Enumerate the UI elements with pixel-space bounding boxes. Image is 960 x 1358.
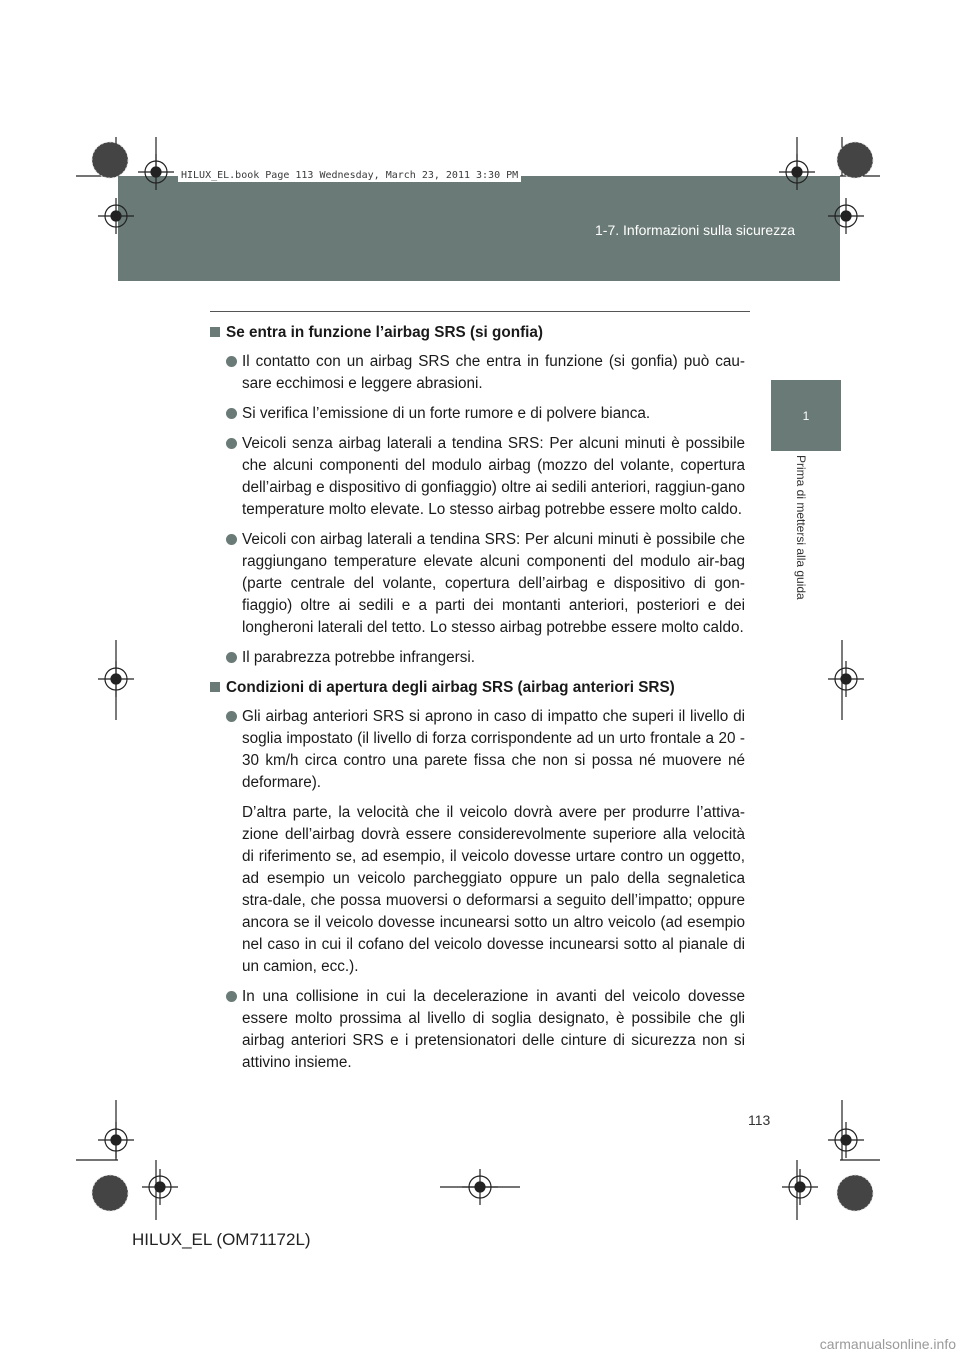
paragraph: D’altra parte, la velocità che il veicolo dovrà avere per produrre l’attiva-zione dell’airbag dovrà essere considerevolmente superiore alla velocità di riferimento se, ad esempio, il veicolo dovesse urtare contro un oggetto, ad esempio un veicolo parcheggiato oppure un palo della segnaletica stra-dale, che possa muoversi o deformarsi a seguito dell’impatto; oppure ancora se il veicolo dovesse incunearsi sotto un altro veicolo (ad esempio nel caso in cui il cofano del veicolo dovesse incunearsi sotto al pianale di un camion, ecc.). — [242, 804, 745, 975]
registration-starburst-icon — [92, 142, 128, 178]
list-item: Il contatto con un airbag SRS che entra in funzione (si gonfia) può cau-sare ecchimosi e leggere abrasioni. — [210, 351, 745, 395]
chapter-tab-label: Prima di mettersi alla guida — [794, 455, 808, 600]
list-item: In una collisione in cui la decelerazione in avanti del veicolo dovesse essere molto prossima al livello di soglia designato, è possibile che gli airbag anteriori SRS e i pretensionatori delle cinture di sicurezza non si attivino insieme. — [210, 986, 745, 1074]
list-item: Si verifica l’emissione di un forte rumore e di polvere bianca. — [210, 403, 745, 425]
registration-starburst-icon — [837, 1175, 873, 1211]
list-item: Veicoli senza airbag laterali a tendina SRS: Per alcuni minuti è possibile che alcuni componenti del modulo airbag (mozzo del volante, copertura dell’airbag e dispositivo di gonfiaggio) oltre ai sedili anteriori, raggiun-gano temperature molto elevate. Lo stesso airbag potrebbe essere molto caldo. — [210, 433, 745, 521]
section-title: 1-7. Informazioni sulla sicurezza — [595, 222, 795, 238]
footer-code: HILUX_EL (OM71172L) — [132, 1230, 311, 1249]
crosshair-icon — [779, 154, 815, 190]
crosshair-icon — [828, 198, 864, 234]
watermark-link[interactable]: carmanualsonline.info — [819, 1336, 956, 1352]
crosshair-icon — [782, 1169, 818, 1205]
crosshair-icon — [98, 198, 134, 234]
crosshair-icon — [98, 661, 134, 697]
crosshair-icon — [828, 661, 864, 697]
page-number: 113 — [748, 1112, 771, 1128]
print-stamp: HILUX_EL.book Page 113 Wednesday, March 23, 2011 3:30 PM — [178, 169, 521, 182]
list-item: Il parabrezza potrebbe infrangersi. — [210, 647, 745, 669]
section-heading: Condizioni di apertura degli airbag SRS (airbag anteriori SRS) — [210, 677, 745, 699]
section-heading: Se entra in funzione l’airbag SRS (si gonfia) — [210, 322, 745, 344]
registration-starburst-icon — [837, 142, 873, 178]
crosshair-icon — [138, 154, 174, 190]
crosshair-icon — [462, 1169, 498, 1205]
list-item: Veicoli con airbag laterali a tendina SRS: Per alcuni minuti è possibile che raggiungano temperature elevate alcuni componenti del modulo air-bag (parte centrale del volante, copertura dell’airbag e dispositivo di gon-fiaggio) oltre ai sedili e a parti dei montanti anteriori, posteriori e dei longheroni laterali del tetto. Lo stesso airbag potrebbe essere molto caldo. — [210, 529, 745, 639]
crosshair-icon — [828, 1122, 864, 1158]
chapter-tab-number: 1 — [771, 380, 841, 451]
list-item: Gli airbag anteriori SRS si aprono in caso di impatto che superi il livello di soglia impostato (il livello di forza corrispondente ad un urto frontale a 20 - 30 km/h circa contro una parete fissa che non si possa né muovere né deformare). — [210, 706, 745, 794]
crosshair-icon — [98, 1122, 134, 1158]
crosshair-icon — [142, 1169, 178, 1205]
registration-starburst-icon — [92, 1175, 128, 1211]
